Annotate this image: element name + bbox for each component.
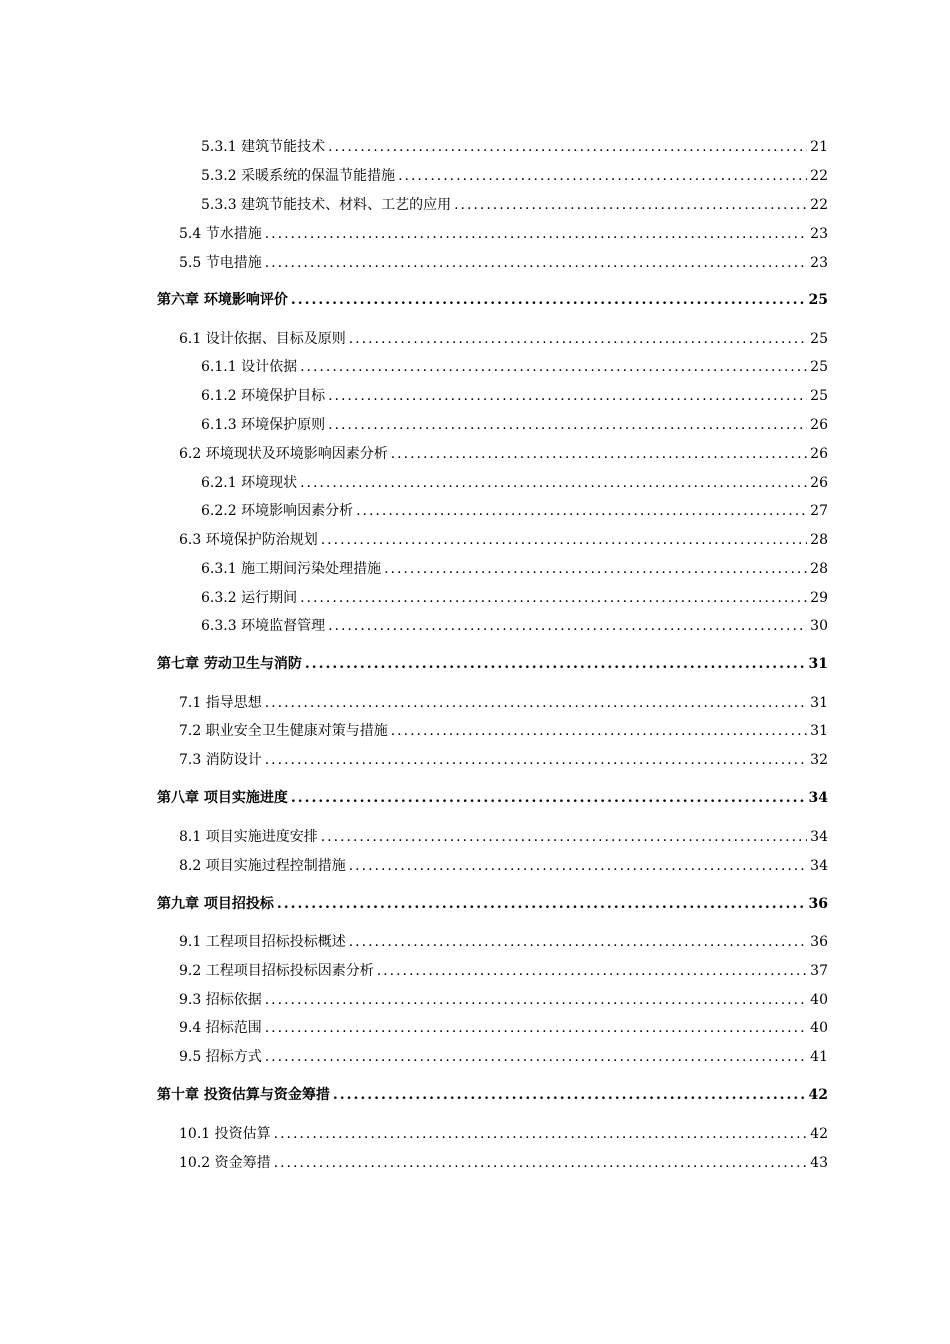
toc-entry[interactable] — [201, 196, 828, 214]
toc-entry[interactable] — [179, 1154, 828, 1172]
toc-entry-title: 10.2 资金筹措 — [179, 1155, 271, 1171]
dot-leader — [349, 933, 807, 951]
toc-entry-title: 6.3.2 运行期间 — [201, 590, 298, 606]
dot-leader — [265, 1048, 807, 1066]
toc-page-number: 34 — [810, 858, 828, 874]
toc-chapter-entry[interactable] — [157, 789, 828, 807]
toc-entry-title: 6.3 环境保护防治规划 — [179, 532, 318, 548]
dot-leader — [265, 991, 807, 1009]
toc-entry-title: 9.1 工程项目招标投标概述 — [179, 934, 346, 950]
toc-page-number: 25 — [810, 331, 828, 347]
toc-page-number: 34 — [810, 829, 828, 845]
toc-entry-title: 5.3.1 建筑节能技术 — [201, 139, 326, 155]
dot-leader — [291, 789, 806, 807]
dot-leader — [305, 655, 806, 673]
toc-page-number: 27 — [810, 503, 828, 519]
dot-leader — [265, 254, 807, 272]
toc-entry[interactable] — [179, 694, 828, 712]
toc-entry[interactable] — [179, 254, 828, 272]
toc-page-number: 30 — [810, 618, 828, 634]
toc-entry-title: 5.4 节水措施 — [179, 226, 262, 242]
toc-page-number: 21 — [810, 139, 828, 155]
toc-entry[interactable] — [201, 387, 828, 405]
toc-entry[interactable] — [201, 617, 828, 635]
dot-leader — [333, 1086, 806, 1104]
toc-page-number: 22 — [810, 197, 828, 213]
toc-page-number: 26 — [810, 446, 828, 462]
dot-leader — [274, 1154, 808, 1172]
toc-page-number: 28 — [810, 561, 828, 577]
dot-leader — [328, 387, 807, 405]
toc-page-number: 40 — [810, 1020, 828, 1036]
dot-leader — [328, 617, 807, 635]
toc-entry[interactable] — [201, 358, 828, 376]
toc-entry-title: 第七章 劳动卫生与消防 — [157, 656, 302, 672]
dot-leader — [265, 225, 807, 243]
dot-leader — [265, 694, 807, 712]
toc-entry[interactable] — [201, 416, 828, 434]
toc-page-number: 26 — [810, 417, 828, 433]
toc-chapter-entry[interactable] — [157, 1086, 828, 1104]
toc-entry-title: 6.2 环境现状及环境影响因素分析 — [179, 446, 388, 462]
toc-entry-title: 7.2 职业安全卫生健康对策与措施 — [179, 723, 388, 739]
toc-entry[interactable] — [179, 1125, 828, 1143]
toc-page-number: 34 — [808, 790, 828, 806]
dot-leader — [321, 531, 807, 549]
toc-entry-title: 5.3.2 采暖系统的保温节能措施 — [201, 168, 396, 184]
dot-leader — [377, 962, 807, 980]
dot-leader — [391, 445, 807, 463]
toc-page-number: 40 — [810, 992, 828, 1008]
toc-entry-title: 6.2.1 环境现状 — [201, 475, 298, 491]
dot-leader — [265, 1019, 807, 1037]
dot-leader — [391, 722, 807, 740]
toc-entry-title: 第六章 环境影响评价 — [157, 292, 288, 308]
toc-entry[interactable] — [179, 1048, 828, 1066]
dot-leader — [300, 358, 807, 376]
toc-entry[interactable] — [179, 1019, 828, 1037]
toc-entry[interactable] — [201, 167, 828, 185]
dot-leader — [300, 474, 807, 492]
toc-entry-title: 6.1 设计依据、目标及原则 — [179, 331, 346, 347]
toc-entry-title: 5.5 节电措施 — [179, 255, 262, 271]
toc-entry-title: 8.2 项目实施过程控制措施 — [179, 858, 346, 874]
toc-entry[interactable] — [179, 991, 828, 1009]
toc-page-number: 28 — [810, 532, 828, 548]
toc-page-number: 42 — [808, 1087, 828, 1103]
toc-page-number: 26 — [810, 475, 828, 491]
toc-chapter-entry[interactable] — [157, 655, 828, 673]
toc-entry[interactable] — [179, 445, 828, 463]
dot-leader — [454, 196, 807, 214]
toc-entry[interactable] — [179, 722, 828, 740]
toc-entry-title: 9.2 工程项目招标投标因素分析 — [179, 963, 374, 979]
toc-entry[interactable] — [179, 330, 828, 348]
toc-entry[interactable] — [179, 962, 828, 980]
toc-page-number: 43 — [810, 1155, 828, 1171]
toc-entry-title: 8.1 项目实施进度安排 — [179, 829, 318, 845]
toc-entry-title: 10.1 投资估算 — [179, 1126, 271, 1142]
toc-page-number: 25 — [810, 388, 828, 404]
toc-page-number: 25 — [808, 292, 828, 308]
toc-entry[interactable] — [201, 560, 828, 578]
toc-page-number: 31 — [810, 723, 828, 739]
toc-page-number: 23 — [810, 226, 828, 242]
dot-leader — [274, 1125, 808, 1143]
toc-page-number: 36 — [810, 934, 828, 950]
toc-entry-title: 第九章 项目招投标 — [157, 896, 274, 912]
toc-page-number: 23 — [810, 255, 828, 271]
toc-page-number: 31 — [810, 695, 828, 711]
toc-page-number: 32 — [810, 752, 828, 768]
toc-chapter-entry[interactable] — [157, 291, 828, 309]
dot-leader — [328, 416, 807, 434]
dot-leader — [300, 589, 807, 607]
toc-page-number: 22 — [810, 168, 828, 184]
dot-leader — [328, 138, 807, 156]
toc-entry-title: 9.5 招标方式 — [179, 1049, 262, 1065]
dot-leader — [321, 828, 807, 846]
dot-leader — [349, 857, 807, 875]
toc-entry-title: 第八章 项目实施进度 — [157, 790, 288, 806]
toc-entry[interactable] — [179, 857, 828, 875]
toc-entry-title: 6.2.2 环境影响因素分析 — [201, 503, 354, 519]
dot-leader — [277, 895, 806, 913]
toc-page-number: 42 — [810, 1126, 828, 1142]
dot-leader — [349, 330, 807, 348]
toc-entry-title: 6.1.1 设计依据 — [201, 359, 298, 375]
dot-leader — [356, 502, 807, 520]
toc-entry[interactable] — [179, 751, 828, 769]
toc-entry-title: 6.3.3 环境监督管理 — [201, 618, 326, 634]
toc-entry[interactable] — [179, 828, 828, 846]
toc-entry[interactable] — [201, 589, 828, 607]
toc-entry[interactable] — [179, 933, 828, 951]
toc-entry-title: 第十章 投资估算与资金筹措 — [157, 1087, 330, 1103]
toc-page-number: 29 — [810, 590, 828, 606]
toc-chapter-entry[interactable] — [157, 895, 828, 913]
toc-entry-title: 7.3 消防设计 — [179, 752, 262, 768]
toc-page-number: 37 — [810, 963, 828, 979]
toc-entry-title: 9.4 招标范围 — [179, 1020, 262, 1036]
toc-entry-title: 6.3.1 施工期间污染处理措施 — [201, 561, 382, 577]
toc-entry[interactable] — [201, 138, 828, 156]
toc-entry[interactable] — [179, 225, 828, 243]
toc-entry-title: 6.1.2 环境保护目标 — [201, 388, 326, 404]
toc-entry-title: 6.1.3 环境保护原则 — [201, 417, 326, 433]
toc-page-number: 36 — [808, 896, 828, 912]
dot-leader — [384, 560, 807, 578]
dot-leader — [265, 751, 807, 769]
toc-entry-title: 9.3 招标依据 — [179, 992, 262, 1008]
toc-entry[interactable] — [201, 502, 828, 520]
toc-page-number: 31 — [808, 656, 828, 672]
toc-entry[interactable] — [201, 474, 828, 492]
dot-leader — [291, 291, 806, 309]
toc-entry[interactable] — [179, 531, 828, 549]
dot-leader — [398, 167, 807, 185]
toc-entry-title: 5.3.3 建筑节能技术、材料、工艺的应用 — [201, 197, 452, 213]
toc-page-number: 41 — [810, 1049, 828, 1065]
toc-entry-title: 7.1 指导思想 — [179, 695, 262, 711]
toc-page-number: 25 — [810, 359, 828, 375]
